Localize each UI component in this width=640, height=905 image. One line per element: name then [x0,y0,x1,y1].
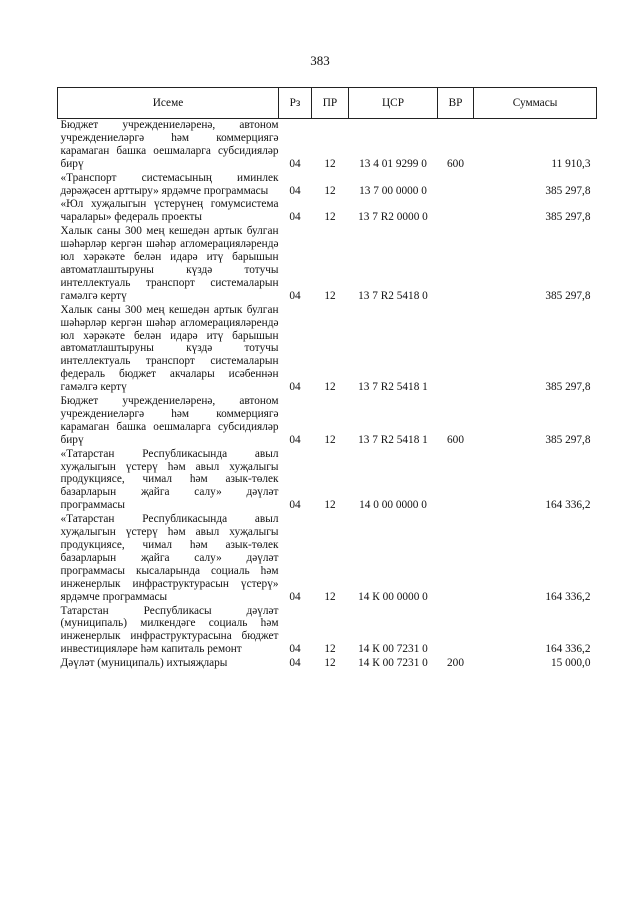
row-csr: 14 К 00 7231 0 [358,657,428,670]
row-vr: 200 [447,657,464,670]
table-header-row [58,88,597,119]
row-pr: 12 [324,157,336,170]
row-name: «Юл хуҗалыгын үстерүнең гомумсистема чаралары» федераль проекты [60,198,279,224]
row-vr [438,198,474,225]
row-pr: 12 [324,657,336,670]
row-rz: 04 [289,381,301,394]
row-sum: 385 297,8 [545,433,591,446]
row-rz: 04 [289,157,301,170]
row-csr: 14 К 00 7231 0 [358,643,428,656]
table-row [58,119,597,172]
table-row [58,304,597,395]
row-rz: 04 [289,289,301,302]
row-rz: 04 [289,590,301,603]
row-pr: 12 [324,381,336,394]
header-rz: Рз [279,88,312,119]
row-pr: 12 [324,289,336,302]
row-csr: 13 7 R2 5418 0 [358,289,428,302]
row-pr: 12 [324,499,336,512]
header-sum: Суммасы [474,88,597,119]
row-csr: 14 0 00 0000 0 [359,499,427,512]
header-name: Исеме [58,88,279,119]
row-sum: 385 297,8 [545,381,591,394]
row-sum: 164 336,2 [545,643,591,656]
row-pr: 12 [324,184,336,197]
row-sum: 164 336,2 [545,499,591,512]
row-name: «Татарстан Республикасында авыл хуҗалыгын үстерү һәм авыл хуҗалыгы продукциясе, чимал һәм азык-төлек базарларын җайга салу» дәүләт программасы [60,447,279,512]
row-csr: 14 К 00 0000 0 [358,590,428,603]
budget-table [57,87,597,671]
row-sum: 385 297,8 [545,211,591,224]
row-vr [438,304,474,395]
row-vr: 600 [447,433,464,446]
row-vr: 600 [447,157,464,170]
row-pr: 12 [324,211,336,224]
table-row [58,225,597,303]
row-name: Бюджет учреждениеләренә, автоном учреждениеләргә һәм коммерциягә карамаган башка оешмаларга субсидияләр бирү [60,395,279,446]
row-sum: 15 000,0 [550,657,591,670]
row-name: «Татарстан Республикасында авыл хуҗалыгын үстерү һәм авыл хуҗалыгы продукциясе, чимал һәм азык-төлек базарларын җайга салу» дәүләт программасы кысаларында социаль һәм инженерлык инфраструктурасын үстерү» ярдәмче программасы [60,513,279,603]
page-number: 383 [310,53,330,68]
row-vr [438,225,474,303]
row-rz: 04 [289,643,301,656]
table-row [58,198,597,225]
row-rz: 04 [289,657,301,670]
row-sum: 385 297,8 [545,289,591,302]
row-rz: 04 [289,184,301,197]
row-name: Халык саны 300 мең кешедән артык булган шәһәрләр кергән шәһәр агломерацияләрендә юл хәрәкәте белән идарә итү барышын автоматлаштыруны күздә тотучы интеллектуаль транспорт системаларын гамәлгә кертү [60,225,279,302]
row-csr: 13 7 R2 0000 0 [358,211,428,224]
table-row [58,657,597,671]
row-sum: 11 910,3 [551,157,591,170]
table-row [58,395,597,448]
row-vr [438,448,474,514]
row-pr: 12 [324,433,336,446]
row-csr: 13 4 01 9299 0 [359,157,427,170]
row-pr: 12 [324,643,336,656]
row-rz: 04 [289,499,301,512]
row-vr [438,172,474,199]
table-row [58,172,597,199]
row-vr [438,605,474,658]
row-rz: 04 [289,433,301,446]
row-name: Халык саны 300 мең кешедән артык булган шәһәрләр кергән шәһәр агломерацияләрендә юл хәрәкәте белән идарә итү барышын автоматлаштыруны күздә тотучы интеллектуаль транспорт системаларын федераль бюджет акчалары исәбеннән гамәлгә кертү [60,303,279,394]
table-row [58,513,597,604]
table-row [58,605,597,658]
header-vr: ВР [438,88,474,119]
row-sum: 164 336,2 [545,590,591,603]
row-csr: 13 7 00 0000 0 [359,184,427,197]
header-csr: ЦСР [349,88,438,119]
row-rz: 04 [289,211,301,224]
row-csr: 13 7 R2 5418 1 [358,381,428,394]
row-pr: 12 [324,590,336,603]
row-name: Татарстан Республикасы дәүләт (муниципаль) милкендәге социаль һәм инженерлык инфраструктурасына бюджет инвестицияләре һәм капиталь ремонт [60,604,279,656]
row-name: Дәүләт (муниципаль) ихтыяҗлары [60,657,228,670]
header-pr: ПР [312,88,349,119]
row-sum: 385 297,8 [545,184,591,197]
row-name: Бюджет учреждениеләренә, автоном учреждениеләргә һәм коммерциягә карамаган башка оешмаларга субсидияләр бирү [60,119,279,170]
table-row [58,448,597,514]
row-name: «Транспорт системасының иминлек дәрәҗәсен арттыру» ярдәмче программасы [60,171,279,197]
row-vr [438,513,474,604]
row-csr: 13 7 R2 5418 1 [358,433,428,446]
